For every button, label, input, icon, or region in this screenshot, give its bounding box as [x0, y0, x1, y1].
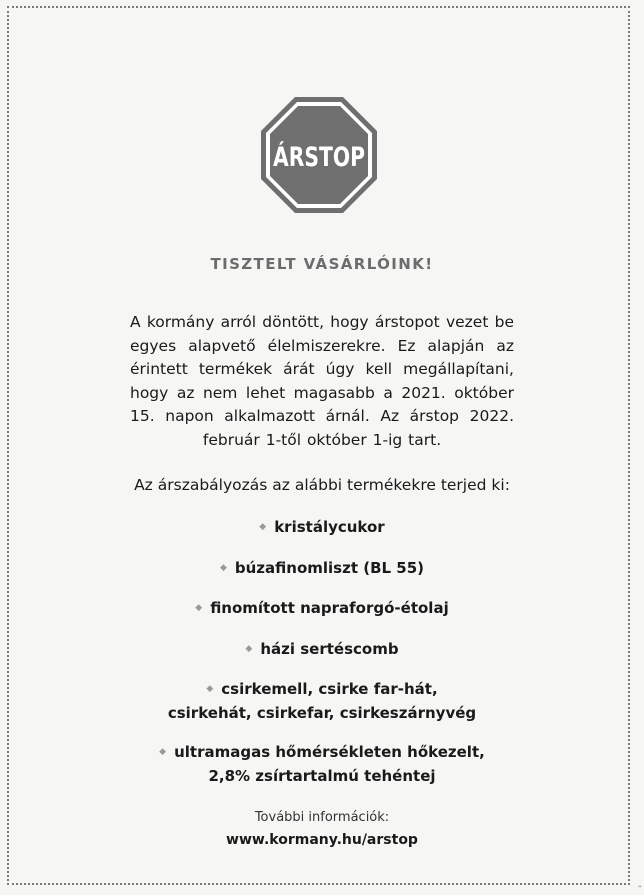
list-item: [0, 741, 644, 788]
arstop-stop-sign-logo: [260, 96, 396, 214]
list-item: [0, 638, 644, 662]
page-heading: TISZTELT VÁSÁRLÓINK!: [210, 255, 434, 273]
product-name: csirkemell, csirke far-hát,: [221, 680, 438, 698]
stop-sign-icon: [260, 96, 396, 214]
product-name: búzafinomliszt (BL 55): [234, 559, 425, 577]
list-item: [0, 597, 644, 621]
list-item: [0, 516, 644, 540]
announcement-paragraph: A kormány arról döntött, hogy árstopot vezet be egyes alapvető élelmiszerekre. Ez alapján az érintett termékek árát úgy kell megállapítani, hogy az nem lehet magasabb a 2021. október 15. napon alkalmazott árnál. Az árstop 2022. február 1-től október 1-ig tart.: [130, 313, 514, 449]
product-name: házi sertéscomb: [260, 640, 399, 658]
more-info-label: További információk:: [254, 810, 390, 825]
logo-text: ÁRSTOP: [273, 142, 396, 173]
list-item: [0, 678, 644, 725]
diamond-bullet-icon: ◆: [245, 644, 253, 654]
product-name: finomított napraforgó-étolaj: [210, 599, 449, 617]
diamond-bullet-icon: ◆: [159, 747, 167, 757]
diamond-bullet-icon: ◆: [259, 522, 267, 532]
diamond-bullet-icon: ◆: [219, 563, 227, 573]
corner-mark: ": [638, 885, 641, 892]
info-url-link[interactable]: www.kormany.hu/arstop: [226, 832, 418, 848]
product-name: ultramagas hőmérsékleten hőkezelt,: [174, 743, 485, 761]
product-name: kristálycukor: [274, 518, 385, 536]
product-name-continued: 2,8% zsírtartalmú tehéntej: [208, 766, 436, 785]
products-intro: Az árszabályozás az alábbi termékekre terjed ki:: [134, 476, 510, 494]
product-name-continued: csirkehát, csirkefar, csirkeszárnyvég: [167, 703, 477, 722]
diamond-bullet-icon: ◆: [206, 684, 214, 694]
list-item: [0, 557, 644, 581]
diamond-bullet-icon: ◆: [195, 603, 203, 613]
